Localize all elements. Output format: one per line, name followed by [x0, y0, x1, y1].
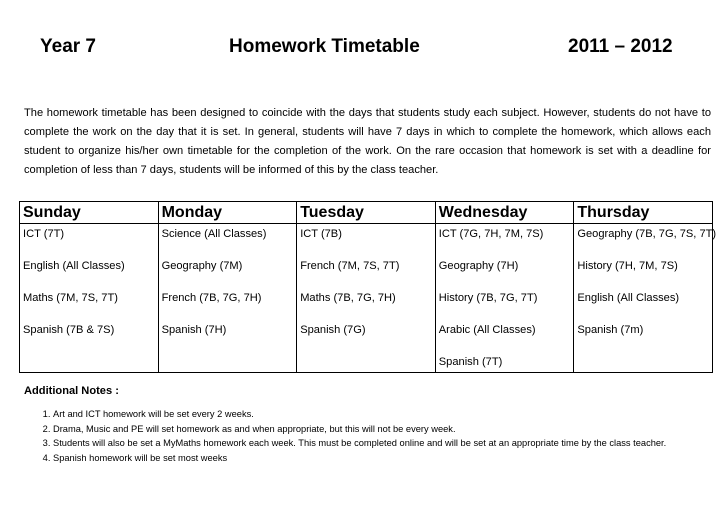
note-item: 1. Art and ICT homework will be set every 2 weeks. [53, 407, 666, 422]
day-cell-thursday [574, 224, 717, 373]
subject-entry: Spanish (7T) [438, 356, 503, 368]
subject-entry: Maths (7B, 7G, 7H) [300, 292, 396, 304]
subject-entry: Geography (7B, 7G, 7S, 7T) [577, 228, 717, 240]
subjects-row [20, 224, 713, 373]
subject-entry: History (7B, 7G, 7T) [438, 292, 538, 304]
subject-entry: Spanish (7G) [300, 324, 366, 336]
subject-entry: English (All Classes) [23, 260, 125, 272]
day-header: Sunday [20, 202, 159, 224]
day-header-row [20, 202, 713, 224]
document-header [0, 36, 728, 62]
homework-timetable [19, 201, 717, 373]
notes-list [25, 407, 666, 465]
subject-entry: French (7M, 7S, 7T) [300, 260, 400, 272]
subject-entry: Maths (7M, 7S, 7T) [23, 292, 118, 304]
subject-entry: ICT (7G, 7H, 7M, 7S) [438, 228, 544, 240]
day-header: Wednesday [435, 202, 574, 224]
subject-entry: Spanish (7B & 7S) [23, 324, 115, 336]
day-cell-monday [158, 224, 297, 373]
year-group-heading: Year 7 [40, 36, 96, 57]
page-title: Homework Timetable [229, 36, 420, 57]
subject-entry: Geography (7H) [438, 260, 519, 272]
notes-heading: Additional Notes : [24, 385, 119, 397]
subject-entry: Arabic (All Classes) [438, 324, 536, 336]
subject-entry: ICT (7B) [300, 228, 342, 240]
subject-entry: Geography (7M) [161, 260, 243, 272]
subject-entry: Spanish (7H) [161, 324, 227, 336]
note-item: 4. Spanish homework will be set most weeks [53, 451, 666, 466]
day-cell-tuesday [297, 224, 436, 373]
subject-entry: History (7H, 7M, 7S) [577, 260, 678, 272]
day-cell-sunday [20, 224, 159, 373]
subject-entry: French (7B, 7G, 7H) [161, 292, 262, 304]
day-header: Monday [158, 202, 297, 224]
note-item: 3. Students will also be set a MyMaths homework each week. This must be completed online and will be set at an appropriate time by the class teacher. [53, 436, 666, 451]
day-cell-wednesday [435, 224, 574, 373]
subject-entry: Science (All Classes) [161, 228, 267, 240]
academic-year-heading: 2011 – 2012 [568, 36, 673, 57]
subject-entry: ICT (7T) [23, 228, 65, 240]
subject-entry: Spanish (7m) [577, 324, 644, 336]
day-header: Tuesday [297, 202, 436, 224]
note-item: 2. Drama, Music and PE will set homework as and when appropriate, but this will not be every week. [53, 422, 666, 437]
day-header: Thursday [574, 202, 713, 224]
intro-paragraph: The homework timetable has been designed to coincide with the days that students study each subject. However, students do not have to complete the work on the day that it is set. In general, students will have 7 days in which to complete the homework, which allows each student to organize his/her own timetable for the completion of the work. On the rare occasion that homework is set with a deadline for completion of less than 7 days, students will be informed of this by the class teacher. [24, 107, 711, 176]
subject-entry: English (All Classes) [577, 292, 680, 304]
